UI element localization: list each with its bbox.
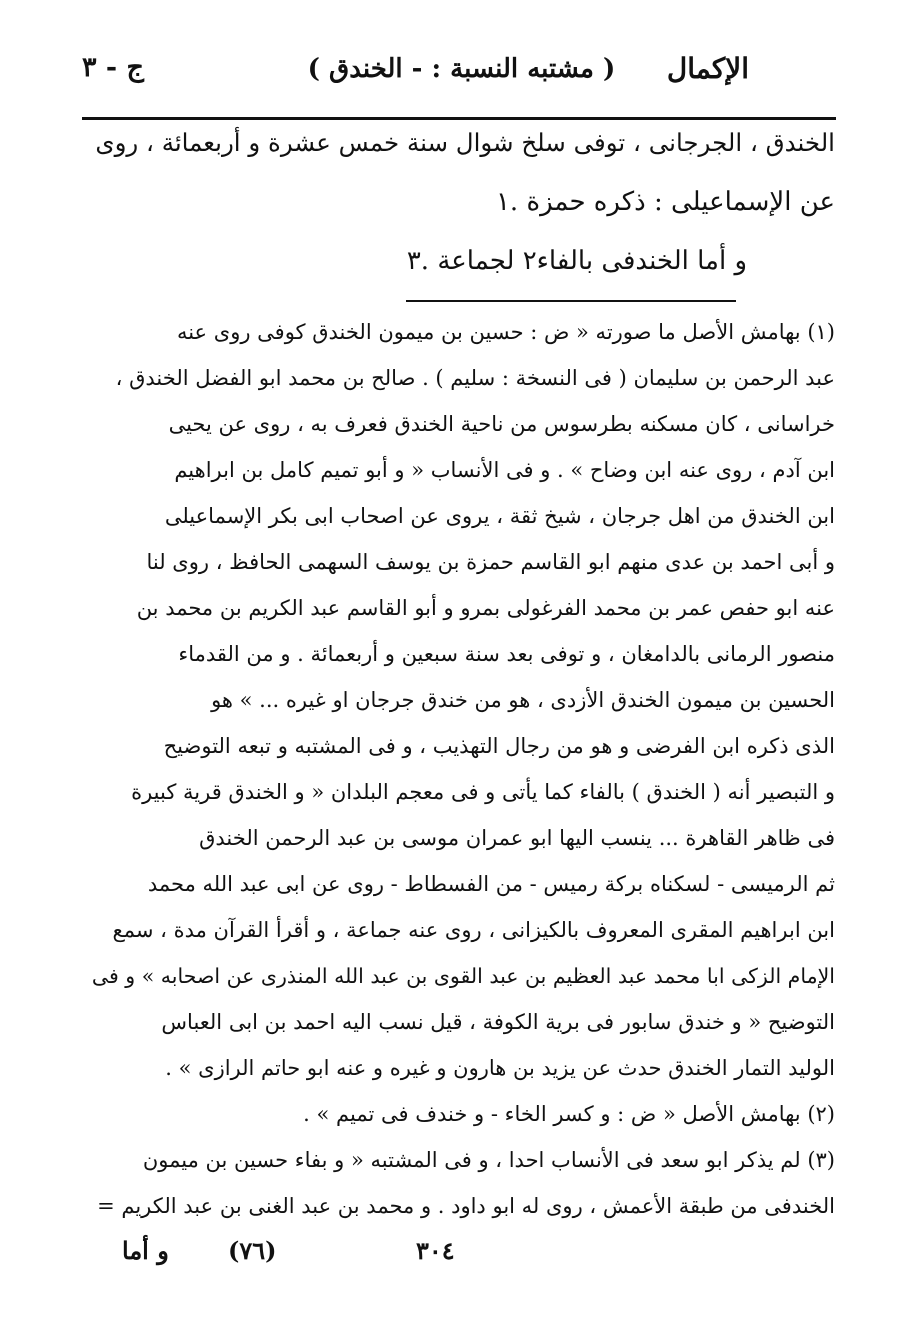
volume-label: ج - ٣ [82,52,144,83]
footnote-line-18: (٢) بهامش الأصل « ض : و كسر الخاء - و خندف فى تميم » . [303,1102,835,1126]
footnote-line-9: الحسين بن ميمون الخندق الأزدى ، هو من خندق جرجان او غيره ... » هو [211,688,835,712]
footnote-line-20: الخندفى من طبقة الأعمش ، روى له ابو داود . و محمد بن عبد الغنى بن عبد الكريم = [97,1194,835,1218]
footnote-line-11: و التبصير أنه ( الخندق ) بالفاء كما يأتى و فى معجم البلدان « و الخندق قرية كبيرة [131,780,835,804]
footnote-line-17: الوليد التمار الخندق حدث عن يزيد بن هارون و غيره و عنه ابو حاتم الرازى » . [165,1056,835,1080]
page-title: ( مشتبه النسبة : - الخندق ) [307,54,616,84]
footnote-line-7: عنه ابو حفص عمر بن محمد الفرغولى بمرو و أبو القاسم عبد الكريم بن محمد بن [136,596,835,620]
footnote-line-13: ثم الرميسى - لسكناه بركة رميس - من الفسطاط - روى عن ابى عبد الله محمد [147,872,835,896]
main-line-3: و أما الخندفى بالفاء٢ لجماعة .٣ [406,246,747,276]
footnote-line-19: (٣) لم يذكر ابو سعد فى الأنساب احدا ، و فى المشتبه « و بفاء حسين بن ميمون [142,1148,835,1172]
footnote-line-2: عبد الرحمن بن سليمان ( فى النسخة : سليم ) . صالح بن محمد ابو الفضل الخندق ، [115,366,835,390]
header-rule [82,117,836,120]
volume-page-number: (٧٦) [228,1236,277,1265]
book-title: الإكمال [666,52,749,85]
footnote-line-16: التوضيح « و خندق سابور فى برية الكوفة ، قيل نسب اليه احمد بن ابى العباس [161,1010,835,1034]
catchword: و أما [122,1236,169,1265]
page-number: ٣٠٤ [416,1236,455,1265]
main-line-2: عن الإسماعيلى : ذكره حمزة .١ [495,187,835,217]
footnote-line-10: الذى ذكره ابن الفرضى و هو من رجال التهذيب ، و فى المشتبه و تبعه التوضيح [163,734,835,758]
footnote-separator [406,300,736,302]
footnote-line-6: و أبى احمد بن عدى منهم ابو القاسم حمزة بن يوسف السهمى الحافظ ، روى لنا [146,550,835,574]
footnote-line-14: ابن ابراهيم المقرى المعروف بالكيزانى ، روى عنه جماعة ، و أقرأ القرآن مدة ، سمع [112,918,835,942]
footnote-line-12: فى ظاهر القاهرة ... ينسب اليها ابو عمران موسى بن عبد الرحمن الخندق [199,826,835,850]
main-line-1: الخندق ، الجرجانى ، توفى سلخ شوال سنة خمس عشرة و أربعمائة ، روى [95,128,835,157]
footnote-line-4: ابن آدم ، روى عنه ابن وضاح » . و فى الأنساب « و أبو تميم كامل بن ابراهيم [174,458,835,482]
footnote-line-1: (١) بهامش الأصل ما صورته « ض : حسين بن ميمون الخندق كوفى روى عنه [176,320,835,344]
footnote-line-3: خراسانى ، كان مسكنه بطرسوس من ناحية الخندق فعرف به ، روى عن يحيى [168,412,835,436]
footnote-line-5: ابن الخندق من اهل جرجان ، شيخ ثقة ، يروى عن اصحاب ابى بكر الإسماعيلى [164,504,835,528]
footnote-line-15: الإمام الزكى ابا محمد عبد العظيم بن عبد القوى بن عبد الله المنذرى عن اصحابه » و فى [91,964,835,988]
footnote-line-8: منصور الرمانى بالدامغان ، و توفى بعد سنة سبعين و أربعمائة . و من القدماء [178,642,835,666]
